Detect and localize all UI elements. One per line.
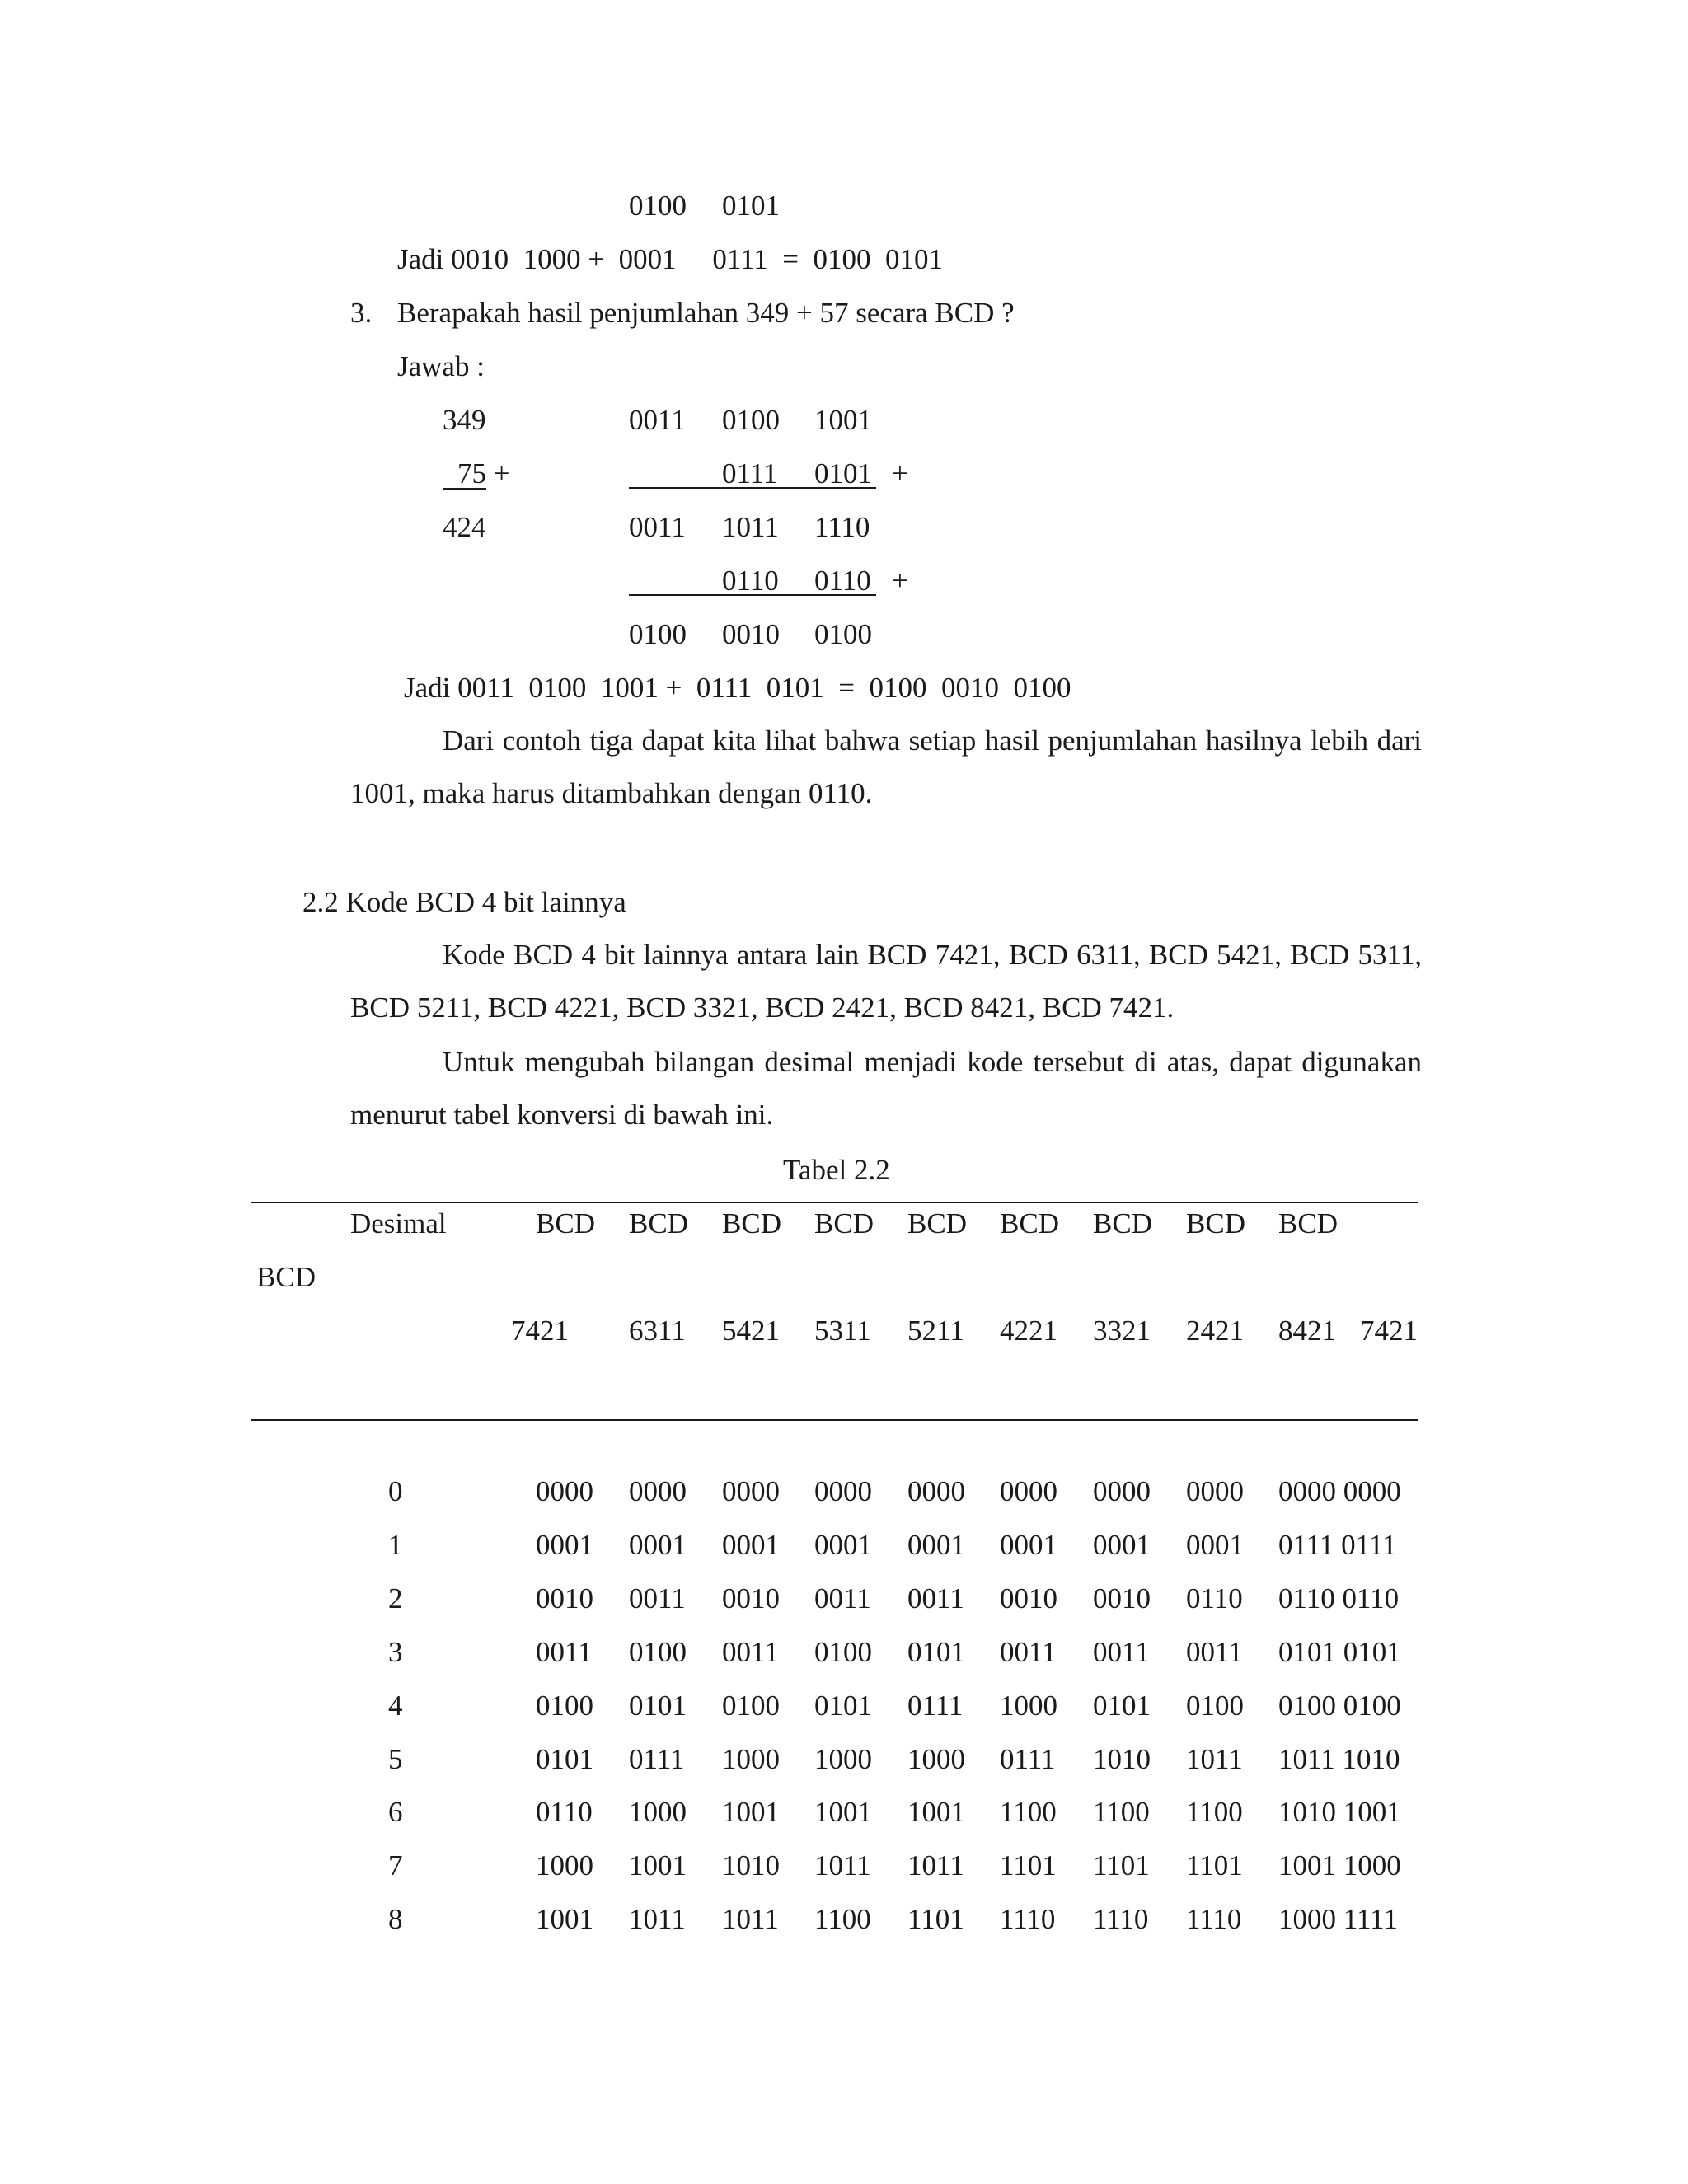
table-cell-code: 0000 <box>1186 1475 1244 1507</box>
header-code-4221: 4221 <box>1000 1315 1057 1347</box>
table-cell-code: 1001 1000 <box>1278 1849 1401 1882</box>
header-code-5211: 5211 <box>907 1315 964 1347</box>
table-cell-code: 0100 <box>1186 1690 1244 1722</box>
header-bcd-2: BCD <box>629 1207 688 1240</box>
header-bcd-wrapped: BCD <box>256 1261 316 1293</box>
table-cell-code: 0001 <box>536 1529 593 1561</box>
header-bcd-3: BCD <box>722 1207 781 1240</box>
table-cell-code: 1000 <box>814 1743 872 1775</box>
example2-top-b: 0101 <box>722 190 780 222</box>
table-cell-decimal: 1 <box>388 1529 403 1561</box>
example3-dec-a: 349 <box>443 404 486 436</box>
header-desimal: Desimal <box>350 1207 447 1240</box>
header-code-6311: 6311 <box>629 1315 686 1347</box>
conclusion-paragraph: Dari contoh tiga dapat kita lihat bahwa setiap hasil penjumlahan hasilnya lebih dari 1001, maka harus ditambahkan dengan 0110. <box>350 724 1422 809</box>
bin-r1-c3: 1001 <box>814 404 872 436</box>
table-cell-code: 1000 <box>907 1743 965 1775</box>
header-bcd-8: BCD <box>1186 1207 1245 1240</box>
table-cell-code: 0100 <box>629 1636 687 1668</box>
section-paragraph-2: Untuk mengubah bilangan desimal menjadi kode tersebut di atas, dapat digunakan menurut tabel konversi di bawah ini. <box>350 1046 1422 1131</box>
bin-r5-c3: 0100 <box>814 618 872 650</box>
table-cell-code: 0000 <box>536 1475 593 1507</box>
table-cell-code: 0000 0000 <box>1278 1475 1401 1507</box>
table-cell-code: 0010 <box>1000 1582 1057 1615</box>
table-cell-code: 0111 <box>907 1690 964 1722</box>
table-cell-code: 0000 <box>722 1475 780 1507</box>
table-cell-code: 0001 <box>814 1529 872 1561</box>
bin-r3-c3: 1110 <box>814 511 870 543</box>
table-cell-code: 1001 <box>814 1796 872 1828</box>
bin-r1-c1: 0011 <box>629 404 686 436</box>
bin-r2-c2: 0111 <box>722 457 778 490</box>
table-cell-code: 1001 <box>536 1903 593 1935</box>
bin-r1-c2: 0100 <box>722 404 780 436</box>
example3-dec-b-wrap <box>443 459 510 490</box>
table-cell-code: 0101 <box>907 1636 965 1668</box>
table-cell-code: 1011 <box>814 1849 871 1882</box>
table-cell-code: 1001 <box>722 1796 780 1828</box>
table-cell-code: 0011 <box>629 1582 686 1615</box>
table-header-rule <box>251 1419 1418 1421</box>
table-cell-code: 1101 <box>1093 1849 1150 1882</box>
bin-r4-c2: 0110 <box>722 565 779 597</box>
table-cell-code: 0011 <box>1093 1636 1150 1668</box>
table-cell-code: 1100 <box>814 1903 871 1935</box>
example3-question: Berapakah hasil penjumlahan 349 + 57 secara BCD ? <box>397 297 1015 329</box>
table-cell-code: 1010 <box>1093 1743 1151 1775</box>
header-code-3321: 3321 <box>1093 1315 1151 1347</box>
table-cell-code: 1000 <box>536 1849 593 1882</box>
section-heading: 2.2 Kode BCD 4 bit lainnya <box>302 886 626 918</box>
table-cell-code: 1100 <box>1093 1796 1150 1828</box>
table-cell-code: 1101 <box>1186 1849 1243 1882</box>
header-code-8421: 8421 <box>1278 1315 1336 1347</box>
table-cell-code: 1001 <box>907 1796 965 1828</box>
table-cell-code: 1000 <box>629 1796 687 1828</box>
table-cell-code: 1000 1111 <box>1278 1903 1398 1935</box>
table-cell-code: 0000 <box>1093 1475 1151 1507</box>
header-bcd-5: BCD <box>907 1207 967 1240</box>
table-cell-decimal: 2 <box>388 1582 403 1615</box>
table-cell-code: 0101 0101 <box>1278 1636 1401 1668</box>
table-cell-code: 1110 <box>1186 1903 1242 1935</box>
table-cell-code: 0011 <box>536 1636 593 1668</box>
table-cell-code: 0011 <box>814 1582 871 1615</box>
table-cell-code: 0001 <box>1186 1529 1244 1561</box>
table-cell-decimal: 5 <box>388 1743 403 1775</box>
table-cell-code: 0110 <box>1186 1582 1243 1615</box>
table-cell-code: 1110 <box>1000 1903 1056 1935</box>
table-cell-code: 0001 <box>1000 1529 1057 1561</box>
example3-dec-plus: + <box>493 457 510 490</box>
table-cell-code: 1001 <box>629 1849 687 1882</box>
table-cell-code: 0001 <box>1093 1529 1151 1561</box>
table-cell-code: 0001 <box>907 1529 965 1561</box>
table-cell-decimal: 4 <box>388 1690 403 1722</box>
table-cell-code: 0100 <box>814 1636 872 1668</box>
table-cell-code: 0001 <box>722 1529 780 1561</box>
table-cell-decimal: 3 <box>388 1636 403 1668</box>
bin-r5-c1: 0100 <box>629 618 687 650</box>
table-cell-code: 1000 <box>1000 1690 1057 1722</box>
example3-conclusion: Jadi 0011 0100 1001 + 0111 0101 = 0100 0010 0100 <box>404 672 1071 704</box>
table-cell-code: 1110 <box>1093 1903 1149 1935</box>
table-top-rule <box>251 1202 1418 1203</box>
header-code-5311: 5311 <box>814 1315 871 1347</box>
example2-top-a: 0100 <box>629 190 687 222</box>
table-cell-code: 0010 <box>722 1582 780 1615</box>
table-cell-code: 1100 <box>1186 1796 1243 1828</box>
bin-r4-plus: + <box>892 565 908 597</box>
table-cell-code: 0010 <box>1093 1582 1151 1615</box>
table-cell-code: 0101 <box>1093 1690 1151 1722</box>
table-cell-code: 0111 <box>629 1743 685 1775</box>
table-cell-code: 0100 0100 <box>1278 1690 1401 1722</box>
bin-r2-c3: 0101 <box>814 457 872 490</box>
table-cell-code: 0011 <box>1186 1636 1243 1668</box>
table-cell-code: 0101 <box>814 1690 872 1722</box>
table-cell-code: 0010 <box>536 1582 593 1615</box>
header-code-5421: 5421 <box>722 1315 780 1347</box>
table-cell-code: 1011 <box>629 1903 686 1935</box>
table-cell-code: 0011 <box>1000 1636 1057 1668</box>
table-cell-code: 0111 <box>1000 1743 1056 1775</box>
table-cell-code: 0101 <box>536 1743 593 1775</box>
table-cell-code: 1000 <box>722 1743 780 1775</box>
table-cell-code: 0111 0111 <box>1278 1529 1397 1561</box>
example3-dec-b: 75 <box>443 459 486 490</box>
table-cell-code: 0001 <box>629 1529 687 1561</box>
table-caption: Tabel 2.2 <box>783 1154 890 1186</box>
table-cell-code: 1011 <box>907 1849 964 1882</box>
table-cell-code: 0000 <box>907 1475 965 1507</box>
table-cell-code: 0100 <box>722 1690 780 1722</box>
section-paragraph-1: Kode BCD 4 bit lainnya antara lain BCD 7421, BCD 6311, BCD 5421, BCD 5311, BCD 5211, BCD 4221, BCD 3321, BCD 2421, BCD 8421, BCD 7421. <box>350 939 1422 1024</box>
bin-r4-c3: 0110 <box>814 565 871 597</box>
bin-r5-c2: 0010 <box>722 618 780 650</box>
table-cell-code: 1101 <box>1000 1849 1057 1882</box>
header-bcd-6: BCD <box>1000 1207 1059 1240</box>
header-bcd-4: BCD <box>814 1207 874 1240</box>
table-cell-code: 0000 <box>1000 1475 1057 1507</box>
header-bcd-7: BCD <box>1093 1207 1152 1240</box>
table-cell-decimal: 7 <box>388 1849 403 1882</box>
table-cell-code: 1011 1010 <box>1278 1743 1400 1775</box>
table-cell-code: 0110 0110 <box>1278 1582 1400 1615</box>
example2-conclusion: Jadi 0010 1000 + 0001 0111 = 0100 0101 <box>397 243 944 275</box>
table-cell-decimal: 8 <box>388 1903 403 1935</box>
table-cell-code: 0101 <box>629 1690 687 1722</box>
example3-dec-sum: 424 <box>443 511 486 543</box>
header-code-7421-b: 7421 <box>1360 1315 1418 1347</box>
table-cell-code: 0100 <box>536 1690 593 1722</box>
header-bcd-1: BCD <box>536 1207 595 1240</box>
table-cell-code: 1011 <box>722 1903 779 1935</box>
bin-r2-plus: + <box>892 457 908 490</box>
table-cell-code: 0011 <box>907 1582 964 1615</box>
example3-answer-label: Jawab : <box>397 350 485 382</box>
header-code-2421: 2421 <box>1186 1315 1244 1347</box>
table-cell-code: 1010 1001 <box>1278 1796 1401 1828</box>
bin-r3-c2: 1011 <box>722 511 779 543</box>
table-cell-code: 0011 <box>722 1636 779 1668</box>
table-cell-code: 1011 <box>1186 1743 1243 1775</box>
header-bcd-9: BCD <box>1278 1207 1338 1240</box>
bin-r3-c1: 0011 <box>629 511 686 543</box>
table-cell-code: 1100 <box>1000 1796 1057 1828</box>
table-cell-code: 0110 <box>536 1796 593 1828</box>
table-cell-decimal: 6 <box>388 1796 403 1828</box>
table-cell-code: 1101 <box>907 1903 964 1935</box>
header-code-7421: 7421 <box>511 1315 569 1347</box>
table-cell-code: 0000 <box>814 1475 872 1507</box>
table-cell-decimal: 0 <box>388 1475 403 1507</box>
example3-number: 3. <box>350 297 373 329</box>
table-cell-code: 0000 <box>629 1475 687 1507</box>
table-cell-code: 1010 <box>722 1849 780 1882</box>
